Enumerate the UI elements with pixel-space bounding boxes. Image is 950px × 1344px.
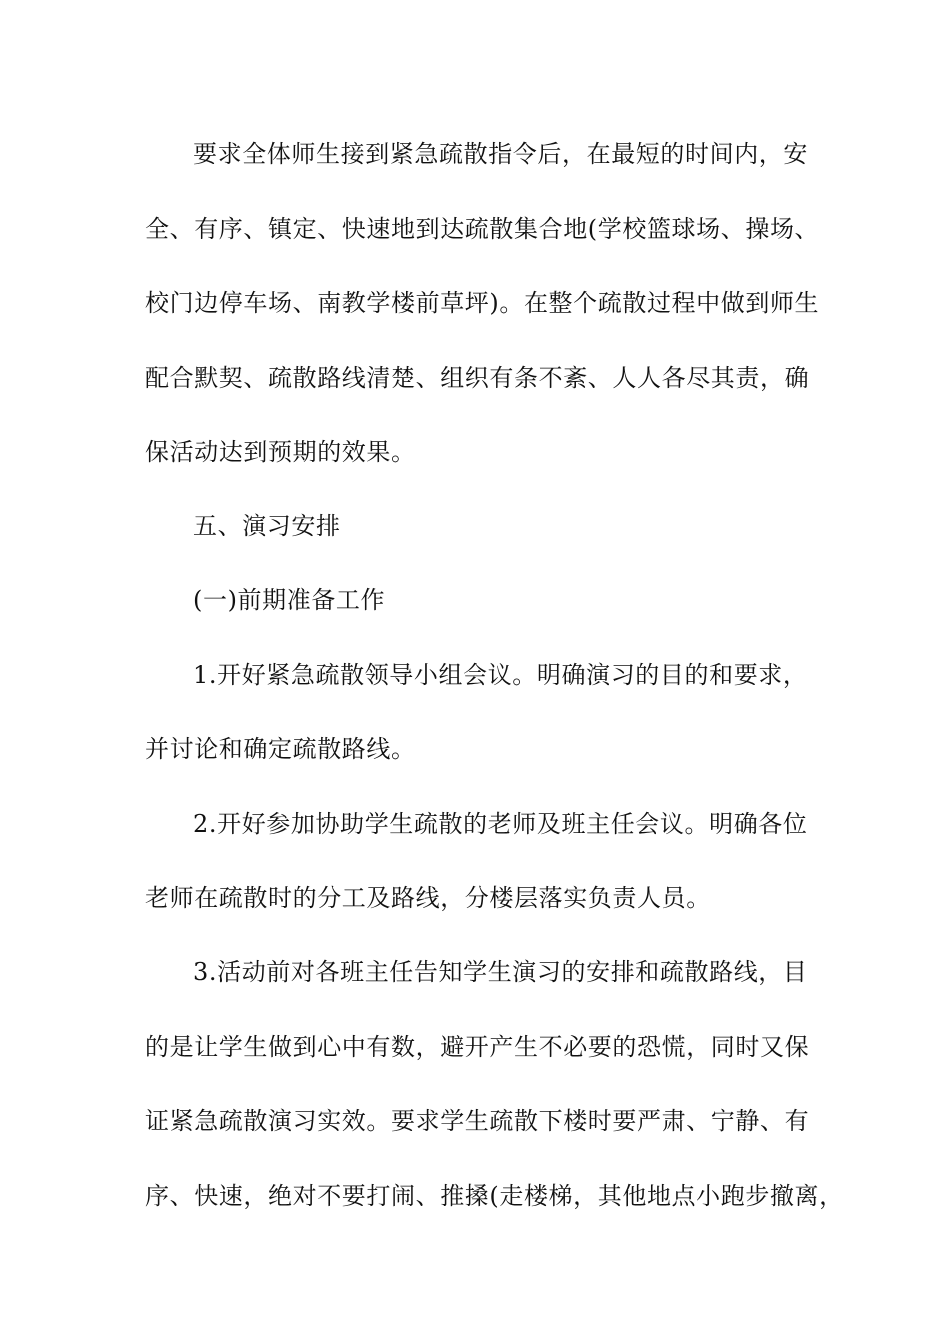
paragraph-line: 3.活动前对各班主任告知学生演习的安排和疏散路线，目 <box>193 958 808 986</box>
paragraph-line: 并讨论和确定疏散路线。 <box>145 735 416 763</box>
paragraph-line: 2.开好参加协助学生疏散的老师及班主任会议。明确各位 <box>193 810 808 838</box>
paragraph-line: 1.开好紧急疏散领导小组会议。明确演习的目的和要求， <box>193 661 808 689</box>
paragraph-line: 校门边停车场、南教学楼前草坪)。在整个疏散过程中做到师生 <box>145 289 820 317</box>
paragraph-line: 要求全体师生接到紧急疏散指令后，在最短的时间内，安 <box>193 140 808 168</box>
section-heading: 五、演习安排 <box>193 512 341 540</box>
paragraph-line: 证紧急疏散演习实效。要求学生疏散下楼时要严肃、宁静、有 <box>145 1107 810 1135</box>
paragraph-line: 老师在疏散时的分工及路线，分楼层落实负责人员。 <box>145 884 711 912</box>
paragraph-line: 的是让学生做到心中有数，避开产生不必要的恐慌，同时又保 <box>145 1033 810 1061</box>
subsection-heading: (一)前期准备工作 <box>193 586 386 614</box>
paragraph-line: 配合默契、疏散路线清楚、组织有条不紊、人人各尽其责，确 <box>145 364 810 392</box>
paragraph-line: 序、快速，绝对不要打闹、推搡(走楼梯，其他地点小跑步撤离， <box>145 1182 844 1210</box>
paragraph-line: 保活动达到预期的效果。 <box>145 438 416 466</box>
paragraph-line: 全、有序、镇定、快速地到达疏散集合地(学校篮球场、操场、 <box>145 215 820 243</box>
